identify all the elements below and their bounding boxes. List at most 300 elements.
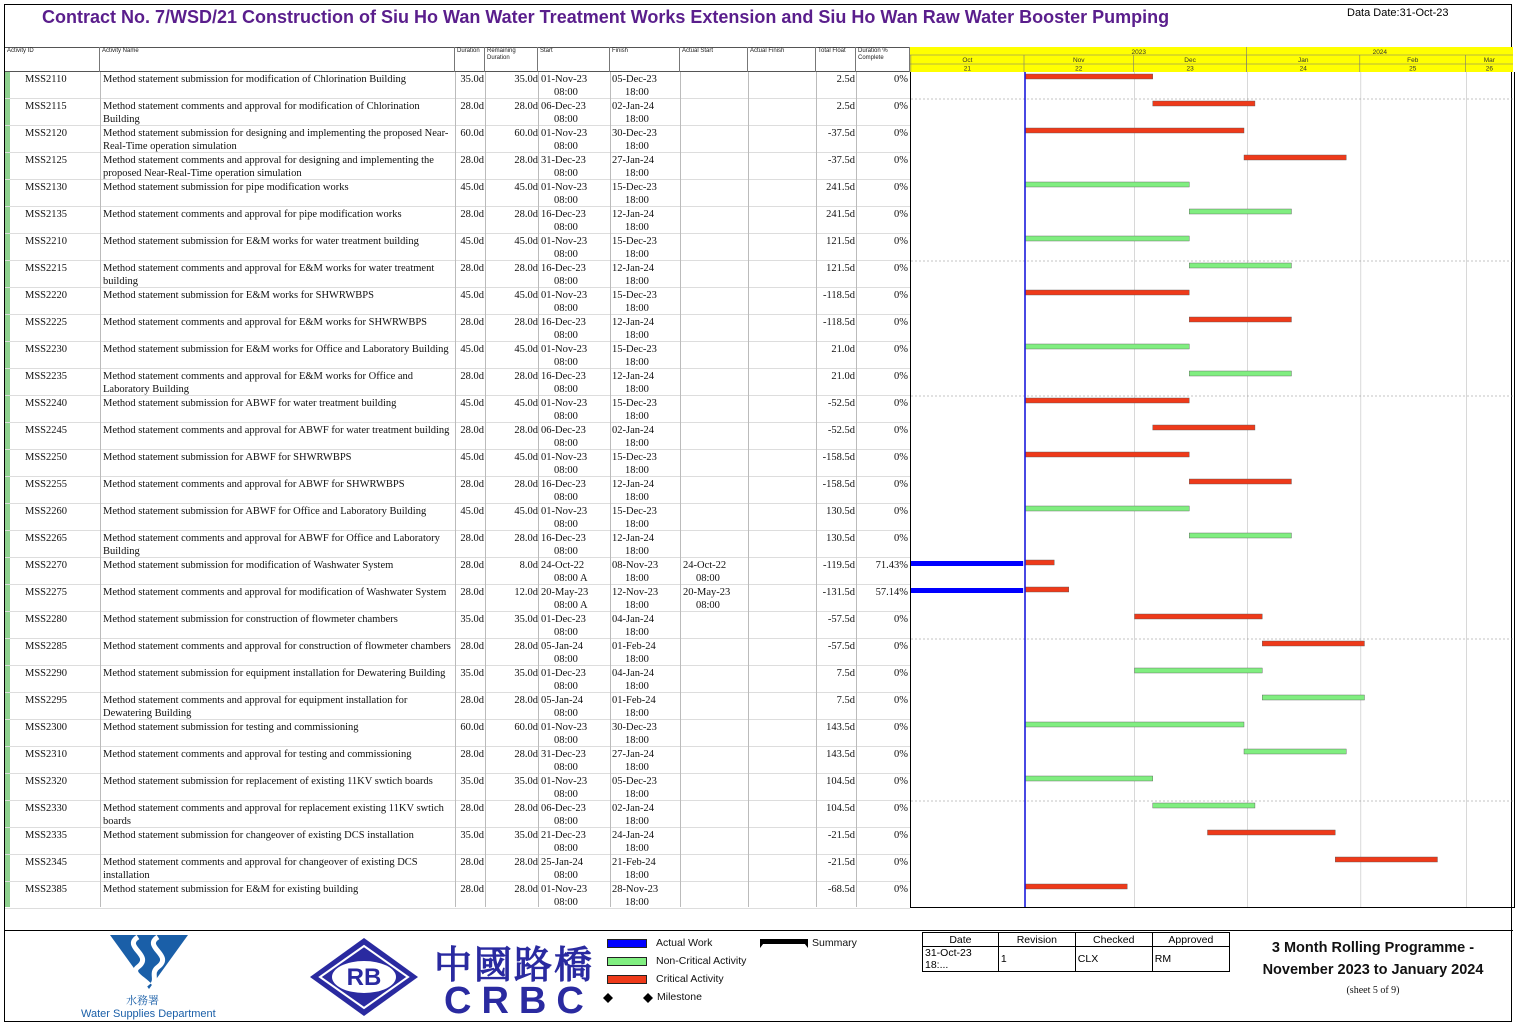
- rb-logo-icon: [308, 936, 420, 1018]
- activity-pct-complete: 0%: [894, 533, 908, 544]
- col-header-finish[interactable]: Finish: [610, 47, 680, 72]
- table-row[interactable]: [5, 396, 910, 423]
- activity-finish-time: 18:00: [625, 411, 649, 422]
- activity-start-time: 08:00: [554, 789, 578, 800]
- activity-float: -21.5d: [827, 830, 855, 841]
- activity-start-time: 08:00: [554, 654, 578, 665]
- activity-start-time: 08:00: [554, 357, 578, 368]
- table-row[interactable]: [5, 342, 910, 369]
- activity-start-time: 08:00: [554, 735, 578, 746]
- activity-name: Method statement comments and approval for ABWF for SHWRWBPS: [103, 479, 405, 490]
- activity-finish-time: 18:00: [625, 708, 649, 719]
- activity-duration: 45.0d: [460, 452, 484, 463]
- activity-finish: [612, 829, 684, 855]
- activity-duration: 60.0d: [460, 722, 484, 733]
- col-header-name[interactable]: Activity Name: [100, 47, 455, 72]
- activity-duration: 45.0d: [460, 506, 484, 517]
- activity-pct-complete: 0%: [894, 776, 908, 787]
- activity-finish-date: 24-Jan-24: [612, 830, 654, 841]
- activity-duration: 35.0d: [460, 776, 484, 787]
- activity-duration: 35.0d: [460, 614, 484, 625]
- activity-duration: 28.0d: [460, 884, 484, 895]
- activity-start-time: 08:00: [554, 411, 578, 422]
- activity-duration: 45.0d: [460, 182, 484, 193]
- activity-float: 143.5d: [826, 722, 855, 733]
- gantt-bar-noncritical: [1025, 506, 1189, 511]
- activity-pct-complete: 0%: [894, 506, 908, 517]
- activity-finish: [612, 856, 684, 882]
- activity-finish-time: 18:00: [625, 330, 649, 341]
- activity-finish-date: 01-Feb-24: [612, 695, 656, 706]
- activity-name: Method statement submission for E&M for existing building: [103, 884, 359, 895]
- activity-name: Method statement comments and approval for ABWF for water treatment building: [103, 425, 450, 436]
- activity-finish: [612, 667, 684, 693]
- activity-id: MSS2295: [25, 695, 68, 706]
- activity-float: -119.5d: [823, 560, 855, 571]
- table-row[interactable]: [5, 126, 910, 153]
- table-row[interactable]: [5, 774, 910, 801]
- activity-float: -21.5d: [827, 857, 855, 868]
- activity-id: MSS2210: [25, 236, 68, 247]
- activity-name: Method statement submission for ABWF for water treatment building: [103, 398, 397, 409]
- activity-finish-time: 18:00: [625, 654, 649, 665]
- activity-finish: [612, 451, 684, 477]
- table-row[interactable]: [5, 315, 910, 342]
- activity-finish-time: 18:00: [625, 492, 649, 503]
- activity-duration: 35.0d: [460, 830, 484, 841]
- activity-name: Method statement submission for E&M works for water treatment building: [103, 236, 419, 247]
- activity-start-date: 16-Dec-23: [541, 533, 586, 544]
- activity-finish-date: 04-Jan-24: [612, 668, 654, 679]
- table-row[interactable]: [5, 450, 910, 477]
- table-row[interactable]: [5, 801, 910, 828]
- table-row[interactable]: [5, 369, 910, 396]
- activity-pct-complete: 71.43%: [875, 560, 908, 571]
- activity-name: Method statement comments and approval for construction of flowmeter chambers: [103, 641, 451, 652]
- activity-duration: 28.0d: [460, 587, 484, 598]
- activity-start: [541, 505, 613, 531]
- activity-float: 21.0d: [831, 344, 855, 355]
- activity-start: [541, 343, 613, 369]
- activity-finish-time: 18:00: [625, 897, 649, 908]
- activity-float: -131.5d: [822, 587, 855, 598]
- legend-actual-label: Actual Work: [656, 937, 713, 949]
- activity-float: -37.5d: [827, 155, 855, 166]
- table-row[interactable]: [5, 585, 910, 612]
- grid-line: [748, 72, 749, 907]
- gantt-chart: [910, 72, 1515, 908]
- table-row[interactable]: [5, 747, 910, 774]
- activity-finish: [612, 748, 684, 774]
- activity-start-date: 01-Nov-23: [541, 236, 588, 247]
- activity-duration: 28.0d: [460, 155, 484, 166]
- col-header-duration[interactable]: Duration: [455, 47, 485, 72]
- gantt-bar-critical: [1025, 74, 1153, 79]
- activity-finish-date: 15-Dec-23: [612, 290, 657, 301]
- table-row[interactable]: [5, 828, 910, 855]
- activity-pct-complete: 0%: [894, 317, 908, 328]
- activity-remaining: 60.0d: [514, 128, 538, 139]
- grid-line: [856, 72, 857, 907]
- activity-start-date: 16-Dec-23: [541, 371, 586, 382]
- activity-id: MSS2215: [25, 263, 68, 274]
- activity-float: 2.5d: [836, 101, 855, 112]
- activity-actual-start: [683, 559, 751, 585]
- activity-pct-complete: 0%: [894, 641, 908, 652]
- col-header-start[interactable]: Start: [538, 47, 610, 72]
- activity-start-time: 08:00: [554, 384, 578, 395]
- activity-float: 104.5d: [826, 776, 855, 787]
- table-row[interactable]: [5, 882, 910, 909]
- activity-start: [541, 775, 613, 801]
- col-header-id[interactable]: Activity ID: [5, 47, 100, 72]
- table-row[interactable]: [5, 477, 910, 504]
- gantt-bar-critical: [1335, 857, 1437, 862]
- activity-start-date: 31-Dec-23: [541, 155, 586, 166]
- gantt-bar-noncritical: [1153, 803, 1255, 808]
- grid-line: [538, 72, 539, 907]
- activity-start-date: 25-Jan-24: [541, 857, 583, 868]
- activity-start-date: 01-Nov-23: [541, 452, 588, 463]
- activity-pct-complete: 0%: [894, 263, 908, 274]
- activity-remaining: 28.0d: [514, 641, 538, 652]
- activity-pct-complete: 0%: [894, 857, 908, 868]
- activity-float: 121.5d: [826, 236, 855, 247]
- activity-id: MSS2330: [25, 803, 68, 814]
- activity-id: MSS2335: [25, 830, 68, 841]
- activity-id: MSS2310: [25, 749, 68, 760]
- activity-pct-complete: 0%: [894, 344, 908, 355]
- table-row[interactable]: [5, 261, 910, 288]
- activity-finish: [612, 640, 684, 666]
- activity-remaining: 28.0d: [514, 749, 538, 760]
- activity-start-time: 08:00: [554, 708, 578, 719]
- activity-start: [541, 100, 613, 126]
- activity-id: MSS2235: [25, 371, 68, 382]
- programme-title: [1238, 937, 1508, 981]
- gantt-bar-actual: [911, 561, 1023, 566]
- table-row[interactable]: [5, 180, 910, 207]
- activity-name: Method statement submission for pipe modification works: [103, 182, 349, 193]
- activity-float: -52.5d: [827, 425, 855, 436]
- activity-duration: 28.0d: [460, 101, 484, 112]
- activity-finish: [612, 181, 684, 207]
- grid-line: [610, 72, 611, 907]
- table-row[interactable]: [5, 504, 910, 531]
- activity-start-time: 08:00: [554, 249, 578, 260]
- activity-id: MSS2270: [25, 560, 68, 571]
- activity-finish: [612, 73, 684, 99]
- activity-id: MSS2120: [25, 128, 68, 139]
- activity-float: 241.5d: [826, 182, 855, 193]
- activity-pct-complete: 0%: [894, 479, 908, 490]
- signoff-date: 31-Oct-23 18:...: [923, 947, 999, 972]
- legend-critical-swatch: [607, 975, 647, 984]
- activity-start-time: 08:00: [554, 843, 578, 854]
- activity-remaining: 28.0d: [514, 803, 538, 814]
- activity-start-date: 06-Dec-23: [541, 803, 586, 814]
- activity-actual-start-time: 08:00: [696, 600, 720, 611]
- activity-id: MSS2130: [25, 182, 68, 193]
- activity-start: [541, 748, 613, 774]
- activity-start: [541, 397, 613, 423]
- activity-start: [541, 613, 613, 639]
- activity-pct-complete: 0%: [894, 290, 908, 301]
- activity-pct-complete: 0%: [894, 182, 908, 193]
- activity-finish-time: 18:00: [625, 600, 649, 611]
- activity-pct-complete: 0%: [894, 614, 908, 625]
- table-row[interactable]: [5, 612, 910, 639]
- table-row[interactable]: [5, 423, 910, 450]
- activity-start: [541, 208, 613, 234]
- activity-name: Method statement submission for ABWF for Office and Laboratory Building: [103, 506, 427, 517]
- activity-start: [541, 559, 613, 585]
- activity-actual-start-time: 08:00: [696, 573, 720, 584]
- activity-float: -118.5d: [823, 317, 855, 328]
- activity-remaining: 45.0d: [514, 506, 538, 517]
- activity-start-date: 01-Nov-23: [541, 290, 588, 301]
- timescale-month-label: Mar: [1483, 57, 1495, 64]
- legend-milestone-label: Milestone: [657, 991, 702, 1003]
- activity-name: Method statement comments and approval for replacement existing 11KV swtich boards: [103, 803, 444, 827]
- activity-finish: [612, 532, 684, 558]
- activity-start-date: 01-Nov-23: [541, 182, 588, 193]
- activity-pct-complete: 0%: [894, 803, 908, 814]
- activity-remaining: 60.0d: [514, 722, 538, 733]
- activity-finish-time: 18:00: [625, 222, 649, 233]
- activity-name: Method statement submission for E&M works for Office and Laboratory Building: [103, 344, 449, 355]
- table-row[interactable]: [5, 153, 910, 180]
- activity-finish-time: 18:00: [625, 843, 649, 854]
- table-row[interactable]: [5, 207, 910, 234]
- activity-finish-time: 18:00: [625, 681, 649, 692]
- gantt-bar-critical: [1189, 479, 1291, 484]
- table-row[interactable]: [5, 288, 910, 315]
- activity-finish: [612, 613, 684, 639]
- activity-pct-complete: 0%: [894, 695, 908, 706]
- table-row[interactable]: [5, 558, 910, 585]
- timescale-period-label: 26: [1485, 65, 1493, 72]
- col-header-remaining[interactable]: Remaining Duration: [485, 47, 538, 72]
- activity-finish-date: 12-Jan-24: [612, 263, 654, 274]
- table-row[interactable]: [5, 666, 910, 693]
- activity-duration: 45.0d: [460, 236, 484, 247]
- activity-pct-complete: 0%: [894, 398, 908, 409]
- activity-start-date: 24-Oct-22: [541, 560, 585, 571]
- activity-start: [541, 424, 613, 450]
- activity-id: MSS2385: [25, 884, 68, 895]
- table-row[interactable]: [5, 720, 910, 747]
- activity-name: Method statement comments and approval for testing and commissioning: [103, 749, 412, 760]
- activity-start: [541, 667, 613, 693]
- table-row[interactable]: [5, 234, 910, 261]
- activity-finish-date: 12-Jan-24: [612, 533, 654, 544]
- table-row[interactable]: [5, 531, 910, 558]
- activity-remaining: 28.0d: [514, 155, 538, 166]
- timescale-year-label: 2023: [1131, 49, 1146, 56]
- activity-finish-date: 15-Dec-23: [612, 236, 657, 247]
- activity-start-time: 08:00: [554, 141, 578, 152]
- table-row[interactable]: [5, 639, 910, 666]
- table-row[interactable]: [5, 72, 910, 99]
- grid-line: [455, 72, 456, 907]
- activity-duration: 35.0d: [460, 74, 484, 85]
- activity-start: [541, 316, 613, 342]
- activity-id: MSS2225: [25, 317, 68, 328]
- activity-start-time: 08:00: [554, 168, 578, 179]
- activity-finish-date: 02-Jan-24: [612, 425, 654, 436]
- activity-start-date: 01-Nov-23: [541, 722, 588, 733]
- gantt-bar-critical: [1153, 425, 1255, 430]
- legend-critical-label: Critical Activity: [656, 973, 724, 985]
- activity-start: [541, 532, 613, 558]
- activity-start-date: 06-Dec-23: [541, 101, 586, 112]
- activity-finish: [612, 100, 684, 126]
- activity-pct-complete: 0%: [894, 425, 908, 436]
- activity-start-time: 08:00: [554, 276, 578, 287]
- activity-start: [541, 235, 613, 261]
- activity-actual-start: [683, 586, 751, 612]
- activity-pct-complete: 57.14%: [875, 587, 908, 598]
- activity-start-time: 08:00 A: [554, 573, 588, 584]
- legend-noncritical-label: Non-Critical Activity: [656, 955, 747, 967]
- gantt-bar-noncritical: [1025, 236, 1189, 241]
- activity-remaining: 45.0d: [514, 236, 538, 247]
- activity-remaining: 28.0d: [514, 317, 538, 328]
- activity-actual-start-date: 24-Oct-22: [683, 560, 727, 571]
- activity-finish: [612, 235, 684, 261]
- activity-finish-date: 30-Dec-23: [612, 722, 657, 733]
- activity-finish: [612, 154, 684, 180]
- activity-duration: 45.0d: [460, 344, 484, 355]
- timescale-period-label: 25: [1409, 65, 1417, 72]
- activity-finish: [612, 343, 684, 369]
- activity-remaining: 35.0d: [514, 668, 538, 679]
- activity-finish: [612, 370, 684, 396]
- activity-remaining: 28.0d: [514, 101, 538, 112]
- wsd-english-name: Water Supplies Department: [81, 1008, 216, 1020]
- activity-pct-complete: 0%: [894, 236, 908, 247]
- activity-name: Method statement comments and approval for E&M works for water treatment building: [103, 263, 435, 287]
- activity-finish-date: 04-Jan-24: [612, 614, 654, 625]
- activity-pct-complete: 0%: [894, 668, 908, 679]
- activity-id: MSS2260: [25, 506, 68, 517]
- col-header-total-float[interactable]: Total Float: [816, 47, 856, 72]
- activity-remaining: 28.0d: [514, 479, 538, 490]
- activity-finish-time: 18:00: [625, 546, 649, 557]
- activity-start-time: 08:00: [554, 114, 578, 125]
- activity-duration: 28.0d: [460, 371, 484, 382]
- activity-float: -158.5d: [822, 479, 855, 490]
- activity-finish-date: 02-Jan-24: [612, 101, 654, 112]
- col-header-actual-finish[interactable]: Actual Finish: [748, 47, 816, 72]
- activity-duration: 28.0d: [460, 641, 484, 652]
- activity-finish-time: 18:00: [625, 87, 649, 98]
- activity-finish-time: 18:00: [625, 141, 649, 152]
- grid-line: [100, 72, 101, 907]
- activity-start-time: 08:00: [554, 465, 578, 476]
- activity-finish: [612, 316, 684, 342]
- activity-start-time: 08:00: [554, 627, 578, 638]
- activity-finish-time: 18:00: [625, 249, 649, 260]
- activity-finish-date: 15-Dec-23: [612, 452, 657, 463]
- activity-float: 2.5d: [836, 74, 855, 85]
- activity-name: Method statement submission for replacement of existing 11KV swtich boards: [103, 776, 433, 787]
- table-row[interactable]: [5, 855, 910, 882]
- legend-summary-icon: [758, 938, 810, 950]
- gantt-bar-noncritical: [1189, 371, 1291, 376]
- activity-float: 121.5d: [826, 263, 855, 274]
- activity-finish-date: 28-Nov-23: [612, 884, 659, 895]
- activity-duration: 45.0d: [460, 290, 484, 301]
- activity-finish-date: 15-Dec-23: [612, 506, 657, 517]
- activity-start-date: 16-Dec-23: [541, 263, 586, 274]
- activity-name: Method statement comments and approval for changeover of existing DCS installation: [103, 857, 418, 881]
- activity-start-time: 08:00 A: [554, 600, 588, 611]
- activity-start-time: 08:00: [554, 222, 578, 233]
- signoff-header-checked: Checked: [1075, 933, 1152, 947]
- activity-finish-date: 12-Nov-23: [612, 587, 659, 598]
- gantt-bar-noncritical: [1025, 344, 1189, 349]
- crbc-chinese-name: 中國路橋: [434, 943, 595, 987]
- activity-start: [541, 289, 613, 315]
- activity-id: MSS2275: [25, 587, 68, 598]
- activity-duration: 28.0d: [460, 317, 484, 328]
- activity-id: MSS2220: [25, 290, 68, 301]
- activity-finish: [612, 262, 684, 288]
- activity-remaining: 45.0d: [514, 344, 538, 355]
- activity-start-date: 01-Nov-23: [541, 128, 588, 139]
- activity-id: MSS2300: [25, 722, 68, 733]
- sheet-number: (sheet 5 of 9): [1346, 985, 1400, 996]
- activity-float: 130.5d: [826, 533, 855, 544]
- activity-finish-date: 15-Dec-23: [612, 182, 657, 193]
- timescale-header: [910, 47, 1513, 72]
- activity-finish-date: 12-Jan-24: [612, 479, 654, 490]
- gantt-bar-noncritical: [1189, 533, 1291, 538]
- table-row[interactable]: [5, 99, 910, 126]
- grid-line: [816, 72, 817, 907]
- activity-finish-time: 18:00: [625, 357, 649, 368]
- activity-start: [541, 829, 613, 855]
- activity-name: Method statement submission for modification of Washwater System: [103, 560, 394, 571]
- activity-start: [541, 802, 613, 828]
- activity-name: Method statement submission for designing and implementing the proposed Near-Real-Time operation simulation: [103, 128, 449, 152]
- activity-finish-time: 18:00: [625, 519, 649, 530]
- activity-finish: [612, 775, 684, 801]
- activity-remaining: 28.0d: [514, 425, 538, 436]
- activity-id: MSS2230: [25, 344, 68, 355]
- timescale-month-label: Oct: [962, 57, 973, 64]
- signoff-approved: RM: [1152, 947, 1229, 972]
- activity-name: Method statement submission for E&M works for SHWRWBPS: [103, 290, 374, 301]
- activity-id: MSS2280: [25, 614, 68, 625]
- programme-title-line2: November 2023 to January 2024: [1262, 962, 1484, 978]
- activity-start: [541, 370, 613, 396]
- activity-finish-time: 18:00: [625, 276, 649, 287]
- activity-duration: 28.0d: [460, 695, 484, 706]
- activity-float: 130.5d: [826, 506, 855, 517]
- activity-finish: [612, 559, 684, 585]
- activity-start: [541, 883, 613, 909]
- activity-start-time: 08:00: [554, 762, 578, 773]
- table-row[interactable]: [5, 693, 910, 720]
- activity-start-date: 16-Dec-23: [541, 317, 586, 328]
- col-header-actual-start[interactable]: Actual Start: [680, 47, 748, 72]
- timescale-period-label: 21: [963, 65, 972, 72]
- col-header-pct-complete[interactable]: Duration % Complete: [856, 47, 910, 72]
- activity-remaining: 45.0d: [514, 290, 538, 301]
